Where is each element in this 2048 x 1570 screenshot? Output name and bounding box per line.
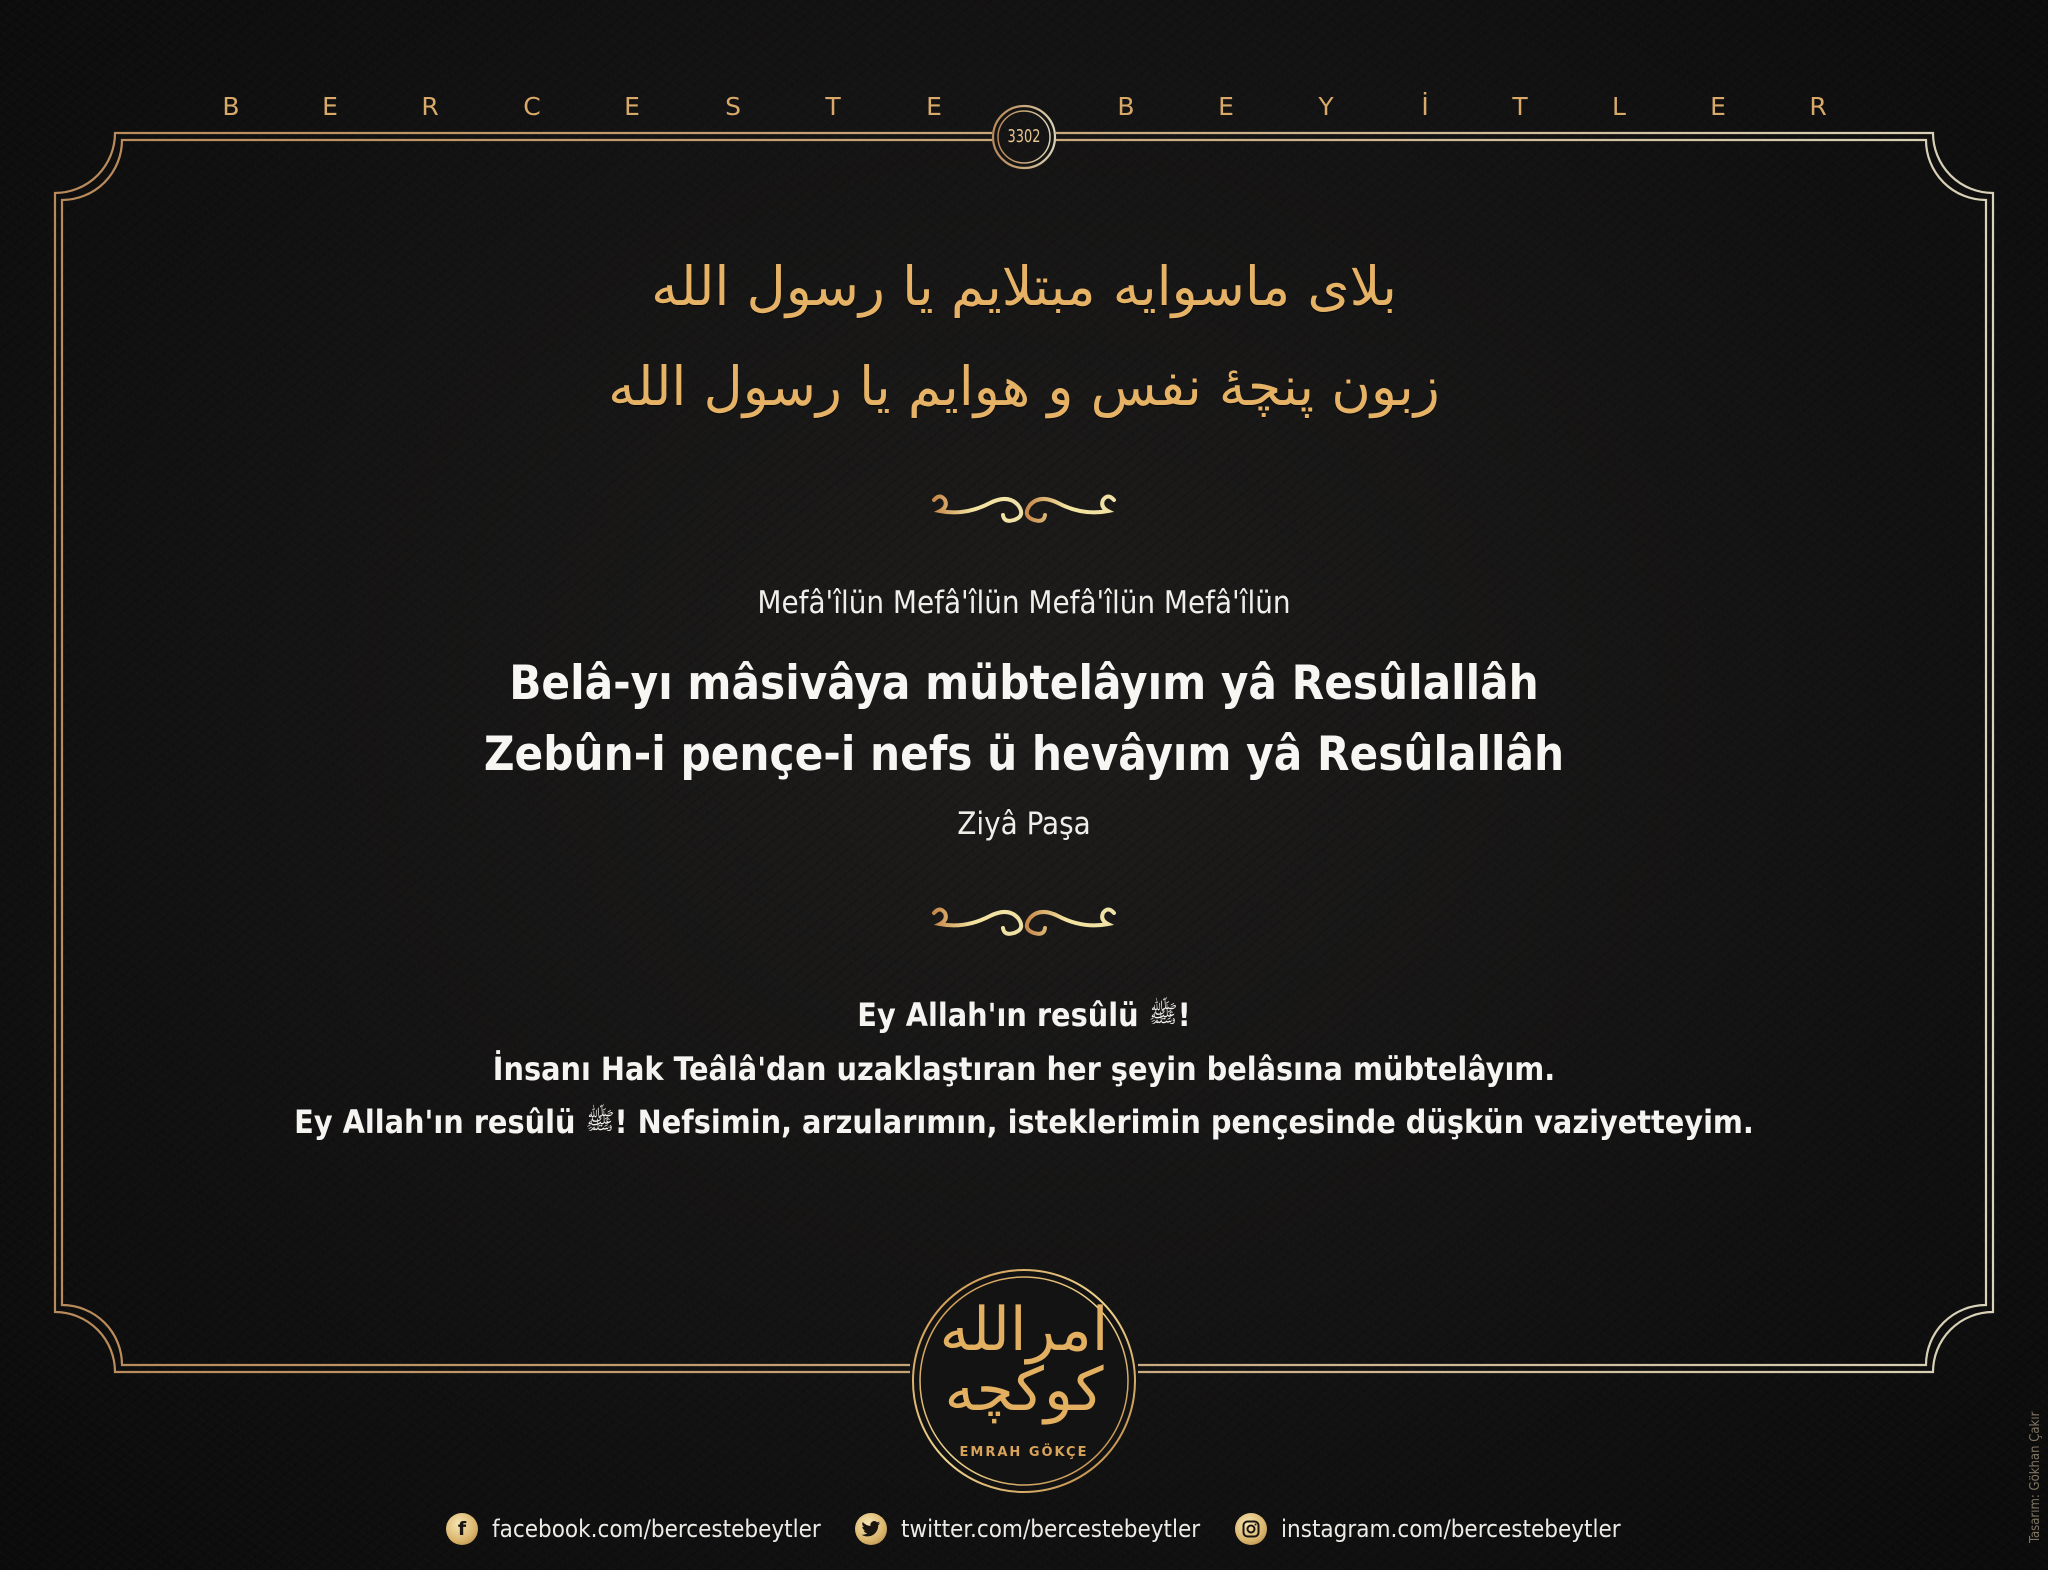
translation-line-2: İnsanı Hak Teâlâ'dan uzaklaştıran her şeyin belâsına mübtelâyım. bbox=[492, 1050, 1556, 1088]
header-letter: B bbox=[1117, 92, 1135, 121]
header-letter: C bbox=[523, 92, 541, 121]
translation-text: ! Nefsimin, arzularımın, isteklerimin pençesinde düşkün vaziyetteyim. bbox=[614, 1103, 1754, 1141]
header-letter: Y bbox=[1318, 92, 1334, 121]
arabic-couplet-line-1: بلای ماسوایه مبتلایم یا رسول الله bbox=[651, 255, 1397, 318]
header-letter: E bbox=[926, 92, 942, 121]
twitter-icon bbox=[855, 1513, 887, 1545]
translation-text: Ey Allah'ın resûlü bbox=[294, 1103, 586, 1141]
designer-credit: Tasarım: Gökhan Çakır bbox=[2028, 1411, 2043, 1543]
header-letter: E bbox=[322, 92, 338, 121]
facebook-label: facebook.com/bercestebeytler bbox=[492, 1515, 821, 1543]
instagram-link[interactable] bbox=[1235, 1511, 1621, 1547]
header-letter: E bbox=[1218, 92, 1234, 121]
couplet-number-badge: 3302 bbox=[1007, 125, 1041, 147]
header-letter: E bbox=[1710, 92, 1726, 121]
meter-pattern: Mefâ'îlün Mefâ'îlün Mefâ'îlün Mefâ'îlün bbox=[757, 585, 1291, 621]
translation-text: ! bbox=[1177, 996, 1191, 1034]
logo-calligraphy: امرالله كوكچه bbox=[939, 1295, 1109, 1425]
poet-name: Ziyâ Paşa bbox=[957, 806, 1091, 842]
arabic-couplet-line-2: زبون پنچهٔ نفس و هوایم یا رسول الله bbox=[608, 355, 1440, 418]
salawat-icon: ﷺ bbox=[1148, 1000, 1178, 1028]
instagram-label: instagram.com/bercestebeytler bbox=[1281, 1515, 1621, 1543]
facebook-link[interactable] bbox=[446, 1511, 821, 1547]
twitter-link[interactable] bbox=[855, 1511, 1200, 1547]
header-letter: R bbox=[1809, 92, 1827, 121]
salawat-icon: ﷺ bbox=[585, 1107, 615, 1135]
translation-line-3 bbox=[0, 1103, 2048, 1141]
translation-text: Ey Allah'ın resûlü bbox=[857, 996, 1149, 1034]
translation-line-1 bbox=[0, 996, 2048, 1034]
header-letter: E bbox=[624, 92, 640, 121]
facebook-icon: f bbox=[446, 1513, 478, 1545]
instagram-icon bbox=[1235, 1513, 1267, 1545]
header-letter: T bbox=[825, 92, 841, 121]
logo-name: EMRAH GÖKÇE bbox=[959, 1445, 1089, 1460]
header-letter: S bbox=[725, 92, 741, 121]
header-letter: B bbox=[222, 92, 240, 121]
header-letter: R bbox=[421, 92, 439, 121]
header-letter: L bbox=[1612, 92, 1626, 121]
twitter-label: twitter.com/bercestebeytler bbox=[901, 1515, 1201, 1543]
turkish-couplet-line-1: Belâ-yı mâsivâya mübtelâyım yâ Resûlallâh bbox=[509, 656, 1539, 711]
header-letter: T bbox=[1512, 92, 1528, 121]
turkish-couplet-line-2: Zebûn-i pençe-i nefs ü hevâyım yâ Resûlallâh bbox=[483, 727, 1565, 782]
header-letter: İ bbox=[1421, 92, 1429, 121]
